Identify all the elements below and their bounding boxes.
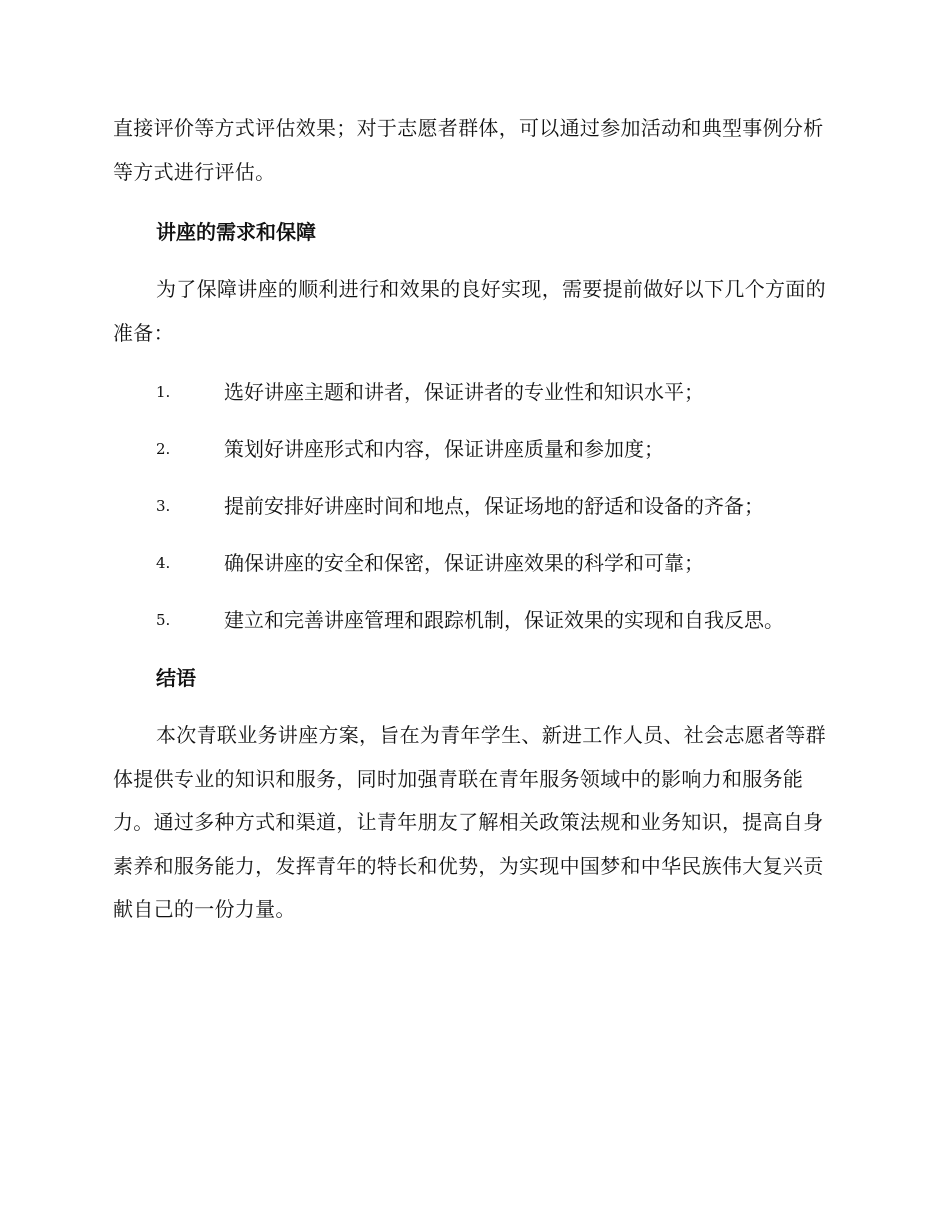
list-item	[156, 548, 856, 578]
list-item	[156, 377, 856, 407]
list-number: 1.	[156, 383, 171, 401]
list-item	[156, 434, 856, 464]
list-text: 确保讲座的安全和保密，保证讲座效果的科学和可靠；	[224, 551, 704, 575]
section-heading-conclusion: 结语	[156, 666, 196, 690]
list-text: 策划好讲座形式和内容，保证讲座质量和参加度；	[224, 437, 664, 461]
list-text: 选好讲座主题和讲者，保证讲者的专业性和知识水平；	[224, 380, 704, 404]
list-item	[156, 491, 856, 521]
paragraph-continuation: 直接评价等方式评估效果；对于志愿者群体，可以通过参加活动和典型事例分析等方式进行评估。	[113, 116, 824, 184]
list-text: 提前安排好讲座时间和地点，保证场地的舒适和设备的齐备；	[224, 494, 764, 518]
list-number: 3.	[156, 497, 171, 515]
section-needs-intro: 为了保障讲座的顺利进行和效果的良好实现，需要提前做好以下几个方面的准备：	[113, 277, 826, 345]
list-number: 5.	[156, 611, 171, 629]
list-item	[156, 605, 856, 635]
list-number: 4.	[156, 554, 171, 572]
list-number: 2.	[156, 440, 171, 458]
section-heading-needs: 讲座的需求和保障	[156, 220, 316, 244]
list-text: 建立和完善讲座管理和跟踪机制，保证效果的实现和自我反思。	[224, 608, 784, 632]
conclusion-body: 本次青联业务讲座方案，旨在为青年学生、新进工作人员、社会志愿者等群体提供专业的知识和服务，同时加强青联在青年服务领域中的影响力和服务能力。通过多种方式和渠道，让青年朋友了解相关政策法规和业务知识，提高自身素养和服务能力，发挥青年的特长和优势，为实现中国梦和中华民族伟大复兴贡献自己的一份力量。	[113, 723, 826, 921]
